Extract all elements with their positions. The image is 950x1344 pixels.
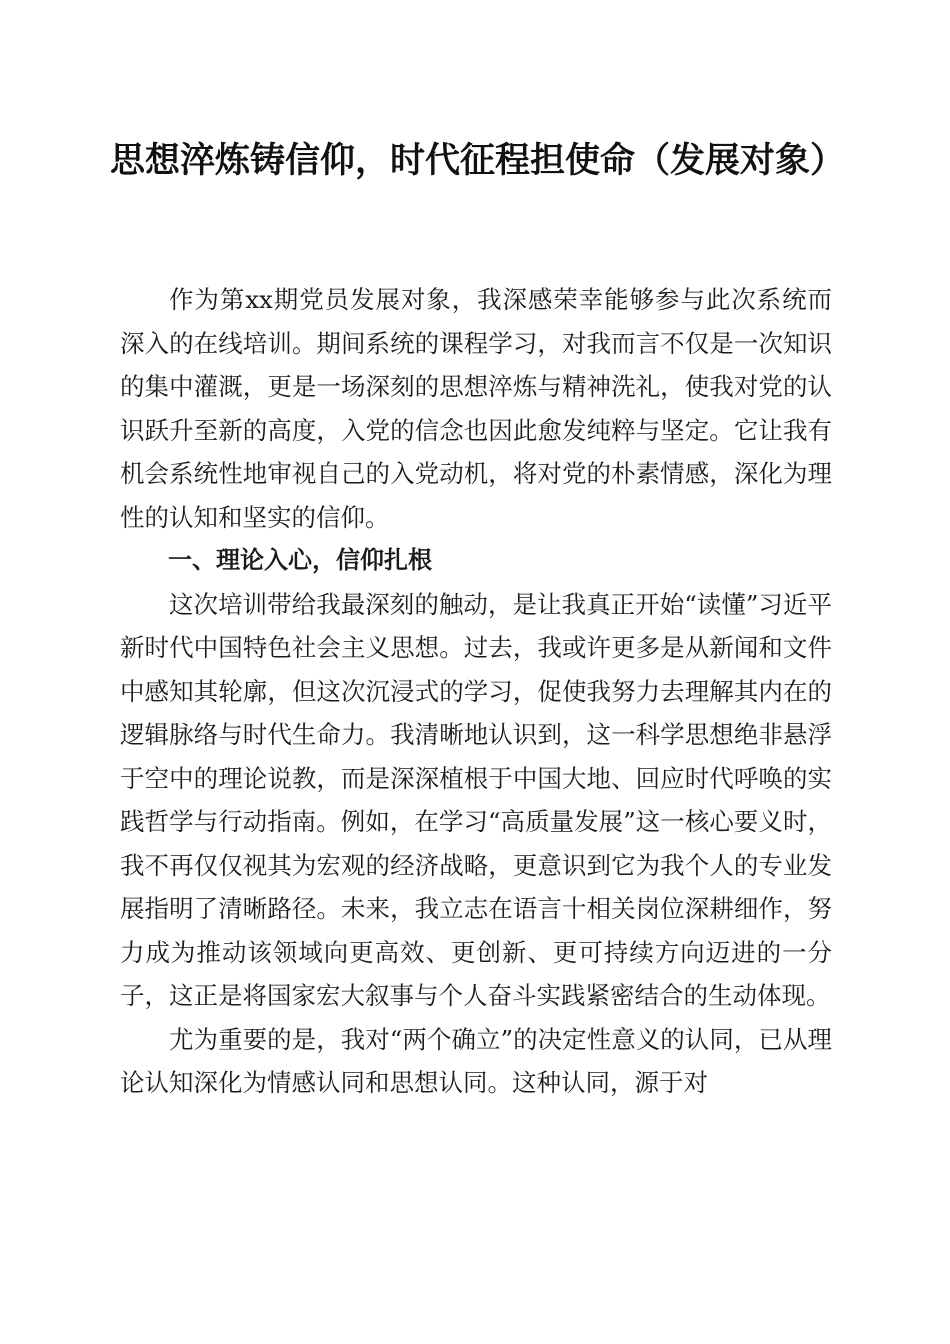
document-body [120,278,832,1105]
paragraph-theory: 这次培训带给我最深刻的触动，是让我真正开始“读懂”习近平新时代中国特色社会主义思想。过去，我或许更多是从新闻和文件中感知其轮廓，但这次沉浸式的学习，促使我努力去理解其内在的逻辑脉络与时代生命力。我清晰地认识到，这一科学思想绝非悬浮于空中的理论说教，而是深深植根于中国大地、回应时代呼唤的实践哲学与行动指南。例如，在学习“高质量发展”这一核心要义时，我不再仅仅视其为宏观的经济战略，更意识到它为我个人的专业发展指明了清晰路径。未来，我立志在语言十相关岗位深耕细作，努力成为推动该领域向更高效、更创新、更可持续方向迈进的一分子，这正是将国家宏大叙事与个人奋斗实践紧密结合的生动体现。 [120,589,832,1010]
document-title: 思想淬炼铸信仰，时代征程担使命（发展对象） [110,140,846,181]
section-heading: 一、理论入心，信仰扎根 [168,546,432,574]
paragraph-intro: 作为第xx期党员发展对象，我深感荣幸能够参与此次系统而深入的在线培训。期间系统的课程学习，对我而言不仅是一次知识的集中灌溉，更是一场深刻的思想淬炼与精神洗礼，使我对党的认识跃升至新的高度，入党的信念也因此愈发纯粹与坚定。它让我有机会系统性地审视自己的入党动机，将对党的朴素情感，深化为理性的认知和坚实的信仰。 [120,285,832,532]
paragraph-recognition: 尤为重要的是，我对“两个确立”的决定性意义的认同，已从理论认知深化为情感认同和思想认同。这种认同，源于对 [120,1024,832,1097]
